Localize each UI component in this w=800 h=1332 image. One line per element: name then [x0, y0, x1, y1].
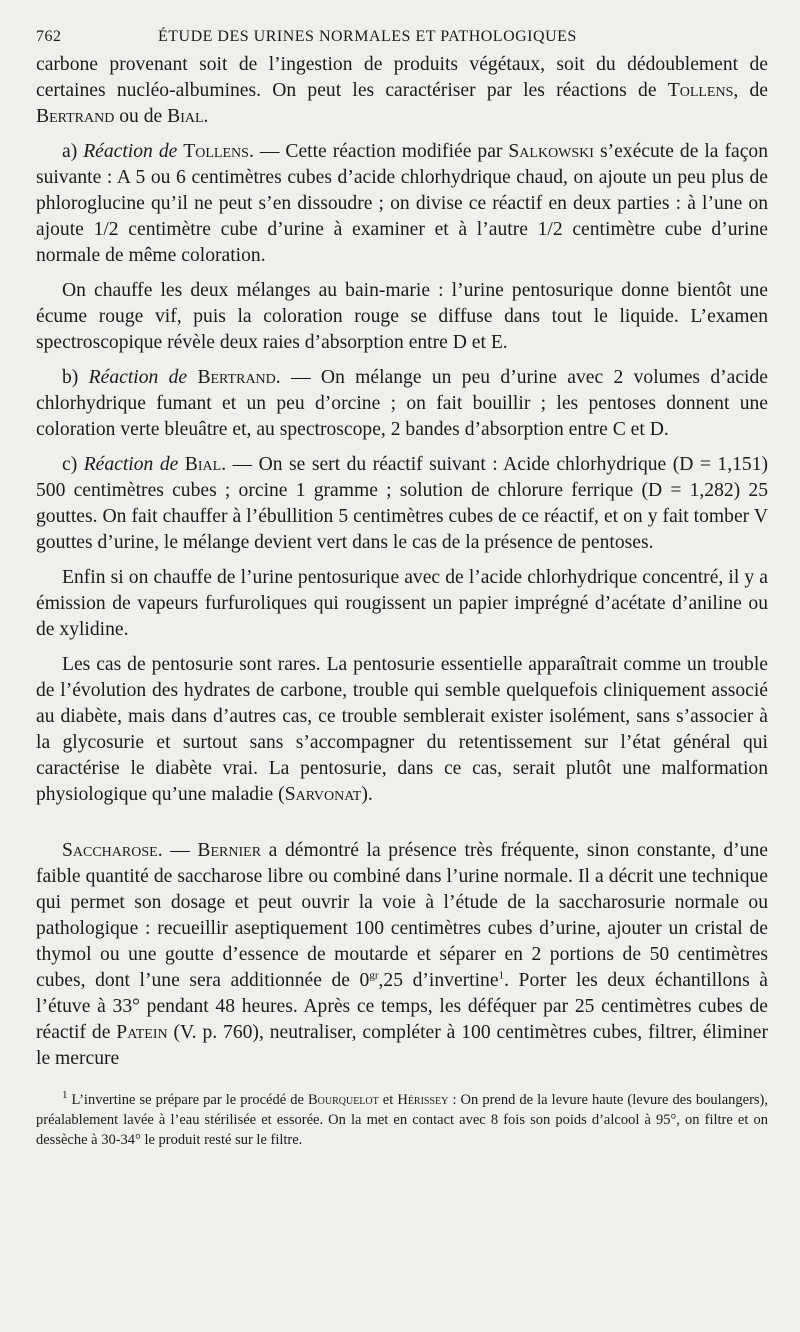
unit-superscript: gr: [369, 969, 379, 982]
section-heading: Réaction de: [83, 454, 185, 475]
author-name: Sarvonat: [284, 784, 362, 805]
author-name: Bertrand: [197, 367, 276, 388]
section-heading: Saccharose: [62, 840, 158, 861]
text-run: carbone provenant soit de l’ingestion de produits végétaux, soit du dédoublement de certaines nucléo-albumines. On peut les caractériser par les réactions de: [36, 54, 768, 101]
running-header: [36, 28, 768, 46]
author-name: Bernier: [197, 840, 262, 861]
text-run: Enfin si on chauffe de l’urine pentosurique avec de l’acide chlorhydrique concentré, il y a émission de vapeurs furfuroliques qui rougissent un papier imprégné d’acétate d’aniline ou de xylidine.: [36, 567, 768, 640]
text-run: . — Cette réaction modifiée par: [248, 141, 509, 162]
text-run: On chauffe les deux mélanges au bain-marie : l’urine pentosurique donne bientôt une écume rouge vif, puis la coloration rouge se diffuse dans tout le liquide. L’examen spectroscopique révèle deux raies d’absorption entre D et E.: [36, 280, 768, 353]
author-name: Tollens: [667, 80, 734, 101]
author-name: Bial: [167, 106, 204, 127]
item-label: b): [62, 367, 89, 388]
text-run: (V. p. 760), neutraliser, compléter à 100 centimètres cubes, filtrer, éliminer le mercure: [36, 1022, 768, 1069]
paragraph-reaction-bial: [36, 452, 768, 556]
author-name: Bourquelot: [307, 1092, 379, 1108]
author-name: Bertrand: [36, 106, 115, 127]
text-run: Les cas de pentosurie sont rares. La pentosurie essentielle apparaîtrait comme un trouble de l’évolution des hydrates de carbone, trouble qui semble quelquefois cliniquement associé au diabète, mais dans d’autres cas, ce trouble semblerait exister isolément, sans s’associer à la glycosurie et surtout sans s’accompagner du retentissement sur l’état général qui caractérise le diabète vrai. La pentosurie, dans ce cas, serait plutôt une malformation physiologique qu’une maladie (: [36, 654, 768, 805]
section-heading: Réaction de: [83, 141, 184, 162]
footnote-mark: 1: [62, 1089, 68, 1102]
author-name: Salkowski: [508, 141, 594, 162]
author-name: Bial: [184, 454, 222, 475]
item-label: c): [62, 454, 84, 475]
text-run: , de: [733, 80, 768, 101]
footnote-reference[interactable]: 1: [498, 969, 505, 982]
paragraph-saccharose: [36, 838, 768, 1072]
page-number: 762: [36, 28, 62, 45]
author-name: Hérissey: [397, 1092, 449, 1108]
paragraph-reaction-bertrand: [36, 365, 768, 443]
author-name: Tollens: [183, 141, 249, 162]
paragraph-pentosurie: [36, 652, 768, 808]
paragraph-chauffe: [36, 278, 768, 356]
text-run: ).: [361, 784, 373, 805]
text-run: : On prend de la levure haute (levure des boulangers), préalablement lavée à l’eau stérilisée et essorée. On la met en contact avec 8 fois son poids d’alcool à 95°, on filtre et on dessèche à 30-34° le produit resté sur le filtre.: [36, 1092, 768, 1148]
text-run: et: [378, 1092, 398, 1108]
text-run: a démontré la présence très fréquente, sinon constante, d’une faible quantité de saccharose libre ou combiné dans l’urine normale. Il a décrit une technique qui permet son dosage et peut ouvrir la voie à l’étude de la saccharosurie normale ou pathologique : recueillir aseptiquement 100 centimètres cubes d’urine, ajouter un cristal de thymol ou une goutte d’essence de moutarde et séparer en 2 portions de 50 centimètres cubes, dont l’une sera additionnée de 0: [36, 840, 768, 991]
text-run: L’invertine se prépare par le procédé de: [67, 1092, 308, 1108]
section-heading: Réaction de: [88, 367, 198, 388]
paragraph-carbone: [36, 52, 768, 130]
text-run: . —: [157, 840, 198, 861]
text-run: .: [203, 106, 209, 127]
author-name: Patein: [116, 1022, 168, 1043]
footnote: [36, 1090, 768, 1150]
running-title: ÉTUDE DES URINES NORMALES ET PATHOLOGIQUES: [158, 28, 577, 45]
text-run: . Porter les deux échantillons à l’étuve à 33° pendant 48 heures. Après ce temps, les déféquer par 25 centimètres cubes de réactif de: [36, 970, 768, 1043]
text-run: ou de: [114, 106, 168, 127]
text-run: s’exécute de la façon suivante : A 5 ou 6 centimètres cubes d’acide chlorhydrique chaud, on ajoute un peu plus de phloroglucine qu’il ne peut s’en dissoudre ; on divise ce réactif en deux parties : à l’une on ajoute 1/2 centimètre cube d’urine à examiner et à l’autre 1/2 centimètre cube d’urine normale de même coloration.: [36, 141, 768, 266]
paragraph-reaction-tollens: [36, 139, 768, 269]
item-label: a): [62, 141, 84, 162]
text-run: . — On mélange un peu d’urine avec 2 volumes d’acide chlorhydrique fumant et un peu d’orcine ; on fait bouillir ; les pentoses donnent une coloration verte bleuâtre et, au spectroscope, 2 bandes d’absorption entre C et D.: [36, 367, 768, 440]
text-run: ,25 d’invertine: [378, 970, 499, 991]
paragraph-enfin: [36, 565, 768, 643]
text-run: . — On se sert du réactif suivant : Acide chlorhydrique (D = 1,151) 500 centimètres cubes ; orcine 1 gramme ; solution de chlorure ferrique (D = 1,282) 25 gouttes. On fait chauffer à l’ébullition 5 centimètres cubes de ce réactif, et on y fait tomber V gouttes d’urine, le mélange devient vert dans le cas de la présence de pentoses.: [36, 454, 769, 553]
